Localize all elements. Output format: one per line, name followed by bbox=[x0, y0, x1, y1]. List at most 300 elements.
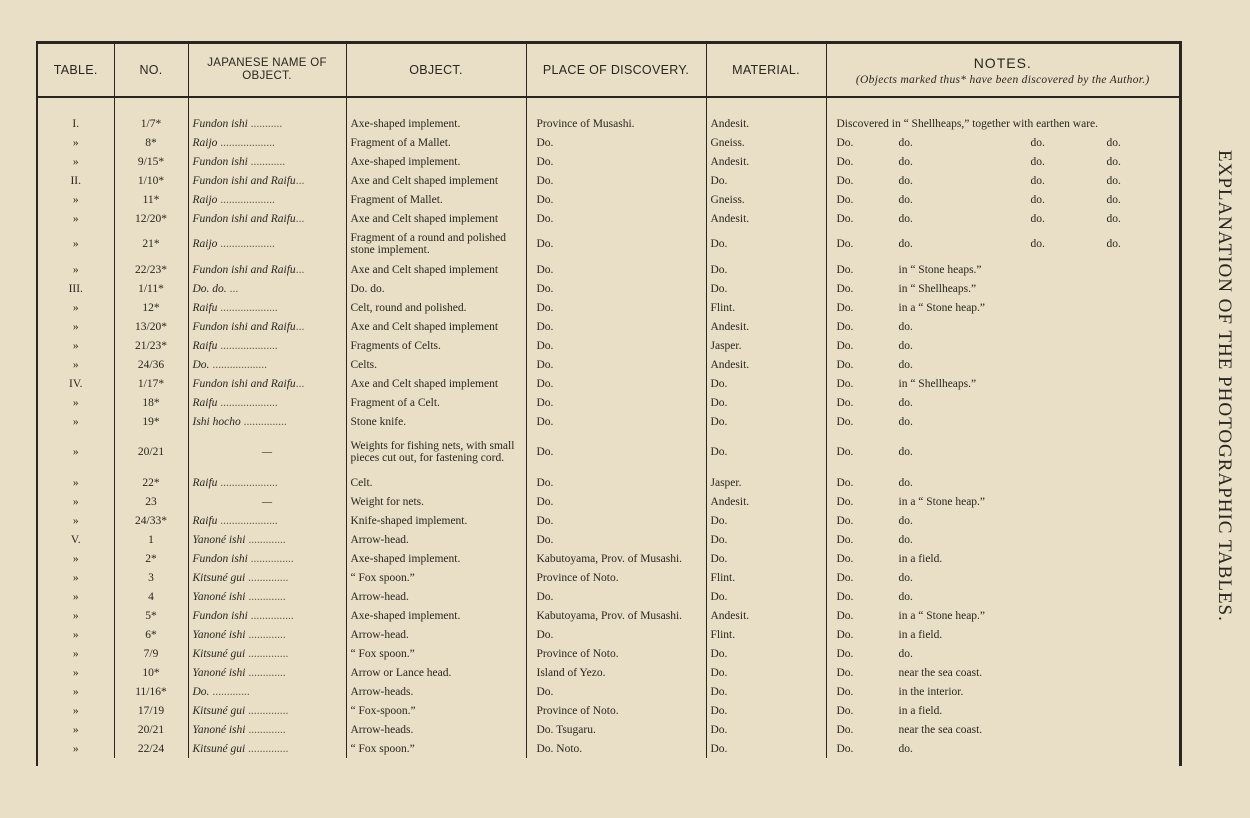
leader-dots: ............. bbox=[209, 685, 250, 698]
cell-no: 11* bbox=[114, 190, 188, 209]
note-part: Do. bbox=[836, 358, 854, 371]
cell-place: Do. bbox=[526, 260, 706, 279]
cell-no: 22/23* bbox=[114, 260, 188, 279]
cell-notes bbox=[826, 260, 1179, 279]
note-part: Do. bbox=[836, 301, 854, 314]
cell-notes bbox=[826, 412, 1179, 431]
note-part: in a field. bbox=[898, 628, 943, 641]
cell-object: “ Fox spoon.” bbox=[346, 644, 526, 663]
cell-japanese-name bbox=[188, 682, 346, 701]
cell-no: 7/9 bbox=[114, 644, 188, 663]
cell-place: Do. bbox=[526, 279, 706, 298]
note-part: do. bbox=[898, 533, 913, 546]
cell-place: Do. bbox=[526, 393, 706, 412]
note-part: in the interior. bbox=[898, 685, 964, 698]
japanese-name: Yanoné ishi bbox=[192, 533, 246, 546]
cell-object: Axe and Celt shaped implement bbox=[346, 374, 526, 393]
cell-no: 8* bbox=[114, 133, 188, 152]
note-part: Do. bbox=[836, 723, 854, 736]
cell-table: » bbox=[38, 317, 114, 336]
cell-no: 9/15* bbox=[114, 152, 188, 171]
leader-dots: ............. bbox=[245, 666, 286, 679]
header-japanese-name: JAPANESE NAME OF OBJECT. bbox=[188, 44, 346, 97]
cell-place: Do. bbox=[526, 228, 706, 260]
cell-table: » bbox=[38, 739, 114, 758]
note-part: Do. bbox=[836, 263, 854, 276]
note-part: do. bbox=[898, 396, 913, 409]
table-row bbox=[38, 625, 1179, 644]
note-part: in “ Shellheaps.” bbox=[898, 377, 977, 390]
cell-object: Axe and Celt shaped implement bbox=[346, 317, 526, 336]
note-part: do. bbox=[1030, 136, 1045, 149]
leader-dots: ................... bbox=[217, 238, 275, 250]
cell-object: Axe and Celt shaped implement bbox=[346, 209, 526, 228]
cell-japanese-name bbox=[188, 171, 346, 190]
cell-object: Axe and Celt shaped implement bbox=[346, 171, 526, 190]
leader-dots: .................... bbox=[217, 396, 278, 409]
cell-place: Do. bbox=[526, 412, 706, 431]
table-row bbox=[38, 355, 1179, 374]
cell-notes bbox=[826, 298, 1179, 317]
table-row bbox=[38, 644, 1179, 663]
note-part: Do. bbox=[836, 742, 854, 755]
note-part: do. bbox=[898, 212, 913, 225]
header-notes bbox=[826, 44, 1179, 97]
table-row bbox=[38, 393, 1179, 412]
header-no: NO. bbox=[114, 44, 188, 97]
cell-object: Axe-shaped implement. bbox=[346, 152, 526, 171]
leader-dots: ............. bbox=[245, 628, 286, 641]
leader-dots: .............. bbox=[245, 571, 289, 584]
table-row bbox=[38, 511, 1179, 530]
japanese-name: Raijo bbox=[192, 136, 218, 149]
cell-material: Do. bbox=[706, 228, 826, 260]
leader-dots: ............... bbox=[247, 552, 294, 565]
note-part: do. bbox=[898, 136, 913, 149]
cell-place: Do. bbox=[526, 355, 706, 374]
cell-notes bbox=[826, 393, 1179, 412]
note-part: do. bbox=[1030, 174, 1045, 187]
japanese-name: Fundon ishi and Raifu bbox=[192, 212, 296, 225]
cell-object: Fragments of Celts. bbox=[346, 336, 526, 355]
cell-material: Do. bbox=[706, 587, 826, 606]
cell-japanese-name bbox=[188, 209, 346, 228]
leader-dots: ............ bbox=[247, 155, 286, 168]
cell-table: » bbox=[38, 625, 114, 644]
note-part: Do. bbox=[836, 415, 854, 428]
note-part: do. bbox=[1106, 136, 1121, 149]
cell-japanese-name bbox=[188, 393, 346, 412]
note-part: do. bbox=[898, 415, 913, 428]
cell-table: » bbox=[38, 568, 114, 587]
leader-dots: ... bbox=[295, 263, 305, 276]
cell-no: 4 bbox=[114, 587, 188, 606]
cell-notes bbox=[826, 374, 1179, 393]
cell-object: Celt, round and polished. bbox=[346, 298, 526, 317]
cell-table: » bbox=[38, 228, 114, 260]
cell-table: » bbox=[38, 720, 114, 739]
cell-material: Do. bbox=[706, 530, 826, 549]
cell-place: Province of Musashi. bbox=[526, 97, 706, 133]
cell-notes bbox=[826, 473, 1179, 492]
cell-notes bbox=[826, 279, 1179, 298]
cell-material: Andesit. bbox=[706, 606, 826, 625]
note-part: Do. bbox=[836, 533, 854, 546]
table-row bbox=[38, 209, 1179, 228]
note-part: Do. bbox=[836, 495, 854, 508]
japanese-name: Do. bbox=[192, 358, 210, 371]
note-part: Do. bbox=[836, 476, 854, 489]
japanese-name: Yanoné ishi bbox=[192, 590, 246, 603]
cell-no: 1/17* bbox=[114, 374, 188, 393]
cell-object: Arrow-heads. bbox=[346, 720, 526, 739]
note-part: Do. bbox=[836, 212, 854, 225]
cell-japanese-name bbox=[188, 228, 346, 260]
cell-notes bbox=[826, 492, 1179, 511]
note-part: in “ Stone heaps.” bbox=[898, 263, 982, 276]
table-row bbox=[38, 279, 1179, 298]
japanese-name: Raijo bbox=[192, 193, 218, 206]
japanese-name: Kitsuné gui bbox=[192, 704, 246, 717]
cell-notes bbox=[826, 587, 1179, 606]
note-part: do. bbox=[1106, 174, 1121, 187]
japanese-name: Raifu bbox=[192, 514, 218, 527]
cell-table: » bbox=[38, 701, 114, 720]
cell-object: Fragment of a Celt. bbox=[346, 393, 526, 412]
table-row bbox=[38, 317, 1179, 336]
cell-japanese-name bbox=[188, 336, 346, 355]
cell-place: Kabutoyama, Prov. of Musashi. bbox=[526, 606, 706, 625]
cell-material: Flint. bbox=[706, 625, 826, 644]
side-title: EXPLANATION OF THE PHOTOGRAPHIC TABLES. bbox=[1214, 150, 1235, 622]
note-part: do. bbox=[1106, 193, 1121, 206]
cell-notes bbox=[826, 190, 1179, 209]
cell-table: » bbox=[38, 431, 114, 473]
cell-no: 13/20* bbox=[114, 317, 188, 336]
note-part: Do. bbox=[836, 377, 854, 390]
cell-notes bbox=[826, 549, 1179, 568]
notes-title: NOTES. bbox=[973, 54, 1032, 71]
cell-table: IV. bbox=[38, 374, 114, 393]
header-row bbox=[38, 44, 1179, 97]
cell-table: » bbox=[38, 355, 114, 374]
cell-material: Gneiss. bbox=[706, 190, 826, 209]
cell-table: » bbox=[38, 260, 114, 279]
leader-dots: ................... bbox=[209, 358, 267, 371]
cell-no: 5* bbox=[114, 606, 188, 625]
table-row bbox=[38, 530, 1179, 549]
note-part: Do. bbox=[836, 320, 854, 333]
cell-material: Andesit. bbox=[706, 492, 826, 511]
header-table: TABLE. bbox=[38, 44, 114, 97]
cell-japanese-name bbox=[188, 431, 346, 473]
cell-place: Do. Tsugaru. bbox=[526, 720, 706, 739]
cell-japanese-name bbox=[188, 587, 346, 606]
note-part: Do. bbox=[836, 609, 854, 622]
note-part: do. bbox=[898, 742, 913, 755]
note-part: Do. bbox=[836, 446, 854, 458]
japanese-name: Fundon ishi and Raifu bbox=[192, 377, 296, 390]
cell-material: Do. bbox=[706, 739, 826, 758]
cell-notes bbox=[826, 152, 1179, 171]
cell-table: » bbox=[38, 209, 114, 228]
table-row bbox=[38, 260, 1179, 279]
note-part: in a field. bbox=[898, 704, 943, 717]
cell-notes bbox=[826, 682, 1179, 701]
cell-notes bbox=[826, 171, 1179, 190]
note-part: near the sea coast. bbox=[898, 666, 983, 679]
note-part: Do. bbox=[836, 571, 854, 584]
cell-notes bbox=[826, 701, 1179, 720]
cell-table: » bbox=[38, 682, 114, 701]
cell-notes bbox=[826, 133, 1179, 152]
cell-japanese-name bbox=[188, 663, 346, 682]
cell-table: » bbox=[38, 393, 114, 412]
note-part: do. bbox=[898, 514, 913, 527]
note-part: do. bbox=[898, 174, 913, 187]
cell-no: 12/20* bbox=[114, 209, 188, 228]
cell-no: 17/19 bbox=[114, 701, 188, 720]
japanese-name: Fundon ishi bbox=[192, 552, 248, 565]
cell-table: » bbox=[38, 336, 114, 355]
cell-japanese-name bbox=[188, 625, 346, 644]
note-part: in a “ Stone heap.” bbox=[898, 301, 986, 314]
cell-object: Celts. bbox=[346, 355, 526, 374]
cell-japanese-name bbox=[188, 355, 346, 374]
table-row bbox=[38, 739, 1179, 758]
cell-object: “ Fox spoon.” bbox=[346, 739, 526, 758]
cell-place: Province of Noto. bbox=[526, 568, 706, 587]
cell-notes bbox=[826, 720, 1179, 739]
table-row bbox=[38, 97, 1179, 133]
cell-japanese-name bbox=[188, 492, 346, 511]
note-part: do. bbox=[1030, 193, 1045, 206]
note-part: do. bbox=[898, 647, 913, 660]
cell-place: Do. bbox=[526, 190, 706, 209]
leader-dots: ................... bbox=[217, 136, 275, 149]
cell-notes bbox=[826, 228, 1179, 260]
note-part: do. bbox=[898, 193, 913, 206]
cell-no: 10* bbox=[114, 663, 188, 682]
header-material: MATERIAL. bbox=[706, 44, 826, 97]
note-part: do. bbox=[898, 155, 913, 168]
cell-place: Do. bbox=[526, 511, 706, 530]
leader-dots: ... bbox=[295, 377, 305, 390]
cell-material: Andesit. bbox=[706, 209, 826, 228]
cell-notes bbox=[826, 97, 1179, 133]
header-object: OBJECT. bbox=[346, 44, 526, 97]
cell-no: 11/16* bbox=[114, 682, 188, 701]
cell-no: 3 bbox=[114, 568, 188, 587]
note-part: Do. bbox=[836, 136, 854, 149]
cell-material: Do. bbox=[706, 511, 826, 530]
cell-place: Do. bbox=[526, 209, 706, 228]
cell-material: Andesit. bbox=[706, 152, 826, 171]
note-part: Do. bbox=[836, 282, 854, 295]
cell-japanese-name bbox=[188, 133, 346, 152]
cell-notes bbox=[826, 209, 1179, 228]
note-part: do. bbox=[898, 320, 913, 333]
note-part: do. bbox=[898, 358, 913, 371]
cell-object: Celt. bbox=[346, 473, 526, 492]
japanese-name: Kitsuné gui bbox=[192, 647, 246, 660]
cell-place: Kabutoyama, Prov. of Musashi. bbox=[526, 549, 706, 568]
cell-notes bbox=[826, 317, 1179, 336]
note-part: Do. bbox=[836, 647, 854, 660]
cell-place: Do. bbox=[526, 530, 706, 549]
japanese-name: Yanoné ishi bbox=[192, 723, 246, 736]
note-part: Do. bbox=[836, 514, 854, 527]
leader-dots: ............... bbox=[247, 609, 294, 622]
cell-table: » bbox=[38, 511, 114, 530]
cell-material: Do. bbox=[706, 663, 826, 682]
note-part: do. bbox=[898, 339, 913, 352]
leader-dots: .................... bbox=[217, 301, 278, 314]
cell-no: 22/24 bbox=[114, 739, 188, 758]
note-part: Do. bbox=[836, 666, 854, 679]
japanese-name: Kitsuné gui bbox=[192, 742, 246, 755]
note-part: Do. bbox=[836, 685, 854, 698]
note-part: Do. bbox=[836, 396, 854, 409]
table-row bbox=[38, 606, 1179, 625]
cell-no: 22* bbox=[114, 473, 188, 492]
leader-dots: ... bbox=[295, 212, 305, 225]
note-part: Do. bbox=[836, 238, 854, 250]
leader-dots: ... bbox=[226, 282, 239, 295]
note-part: Do. bbox=[836, 155, 854, 168]
cell-notes bbox=[826, 644, 1179, 663]
leader-dots: .................... bbox=[217, 476, 278, 489]
japanese-name: Raifu bbox=[192, 396, 218, 409]
cell-material: Do. bbox=[706, 374, 826, 393]
cell-notes bbox=[826, 530, 1179, 549]
note-part: do. bbox=[898, 571, 913, 584]
table-row bbox=[38, 701, 1179, 720]
leader-dots: .................... bbox=[217, 339, 278, 352]
japanese-name: — bbox=[261, 446, 273, 458]
cell-material: Jasper. bbox=[706, 473, 826, 492]
cell-object: “ Fox-spoon.” bbox=[346, 701, 526, 720]
note-part: do. bbox=[898, 238, 913, 250]
cell-place: Do. bbox=[526, 374, 706, 393]
note-part: in a “ Stone heap.” bbox=[898, 609, 986, 622]
table-row bbox=[38, 431, 1179, 473]
cell-no: 20/21 bbox=[114, 720, 188, 739]
cell-place: Province of Noto. bbox=[526, 644, 706, 663]
header-place: PLACE OF DISCOVERY. bbox=[526, 44, 706, 97]
table-row bbox=[38, 720, 1179, 739]
japanese-name: Fundon ishi bbox=[192, 155, 248, 168]
cell-object: Fragment of a round and polished stone implement. bbox=[346, 228, 526, 260]
cell-no: 20/21 bbox=[114, 431, 188, 473]
cell-object: Weight for nets. bbox=[346, 492, 526, 511]
note-part: Do. bbox=[836, 704, 854, 717]
cell-place: Do. bbox=[526, 317, 706, 336]
cell-no: 12* bbox=[114, 298, 188, 317]
cell-place: Do. bbox=[526, 492, 706, 511]
cell-place: Do. bbox=[526, 625, 706, 644]
cell-notes bbox=[826, 568, 1179, 587]
cell-object: Axe-shaped implement. bbox=[346, 549, 526, 568]
cell-object: Arrow or Lance head. bbox=[346, 663, 526, 682]
leader-dots: ................... bbox=[217, 193, 275, 206]
cell-notes bbox=[826, 606, 1179, 625]
note-part: do. bbox=[1106, 238, 1121, 250]
leader-dots: ... bbox=[295, 174, 305, 187]
table-row bbox=[38, 152, 1179, 171]
cell-place: Do. bbox=[526, 473, 706, 492]
cell-object: Fragment of Mallet. bbox=[346, 190, 526, 209]
cell-material: Jasper. bbox=[706, 336, 826, 355]
cell-japanese-name bbox=[188, 97, 346, 133]
cell-no: 1/10* bbox=[114, 171, 188, 190]
table-row bbox=[38, 412, 1179, 431]
japanese-name: Raifu bbox=[192, 476, 218, 489]
cell-table: » bbox=[38, 412, 114, 431]
japanese-name: Do. bbox=[192, 685, 210, 698]
cell-material: Do. bbox=[706, 701, 826, 720]
leader-dots: .............. bbox=[245, 742, 289, 755]
cell-place: Province of Noto. bbox=[526, 701, 706, 720]
table-row bbox=[38, 374, 1179, 393]
note-part: do. bbox=[1030, 212, 1045, 225]
table-row bbox=[38, 568, 1179, 587]
table-row bbox=[38, 228, 1179, 260]
cell-object: Axe-shaped implement. bbox=[346, 606, 526, 625]
cell-material: Do. bbox=[706, 393, 826, 412]
cell-material: Andesit. bbox=[706, 317, 826, 336]
cell-table: I. bbox=[38, 97, 114, 133]
table-row bbox=[38, 473, 1179, 492]
cell-object: Do. do. bbox=[346, 279, 526, 298]
cell-japanese-name bbox=[188, 190, 346, 209]
cell-table: » bbox=[38, 549, 114, 568]
japanese-name: Fundon ishi and Raifu bbox=[192, 263, 296, 276]
cell-object: Arrow-head. bbox=[346, 587, 526, 606]
cell-place: Do. bbox=[526, 336, 706, 355]
cell-material: Andesit. bbox=[706, 97, 826, 133]
japanese-name: Raifu bbox=[192, 339, 218, 352]
cell-place: Do. bbox=[526, 133, 706, 152]
leader-dots: .................... bbox=[217, 514, 278, 527]
note-part: do. bbox=[898, 590, 913, 603]
catalogue-table bbox=[38, 44, 1179, 758]
cell-table: » bbox=[38, 587, 114, 606]
note-part: do. bbox=[1030, 238, 1045, 250]
japanese-name: Ishi hocho bbox=[192, 415, 241, 428]
note-part: near the sea coast. bbox=[898, 723, 983, 736]
note-part: Do. bbox=[836, 628, 854, 641]
japanese-name: — bbox=[261, 495, 273, 508]
cell-material: Andesit. bbox=[706, 355, 826, 374]
leader-dots: ............. bbox=[245, 533, 286, 546]
cell-place: Do. Noto. bbox=[526, 739, 706, 758]
table-row bbox=[38, 663, 1179, 682]
table-row bbox=[38, 336, 1179, 355]
cell-object: Weights for fishing nets, with small pieces cut out, for fastening cord. bbox=[346, 431, 526, 473]
cell-no: 1/11* bbox=[114, 279, 188, 298]
note-part: Do. bbox=[836, 590, 854, 603]
cell-notes bbox=[826, 336, 1179, 355]
cell-table: III. bbox=[38, 279, 114, 298]
cell-table: » bbox=[38, 298, 114, 317]
cell-material: Do. bbox=[706, 260, 826, 279]
cell-notes bbox=[826, 625, 1179, 644]
cell-no: 21* bbox=[114, 228, 188, 260]
note-part: do. bbox=[898, 446, 913, 458]
table-row bbox=[38, 682, 1179, 701]
leader-dots: .............. bbox=[245, 647, 289, 660]
